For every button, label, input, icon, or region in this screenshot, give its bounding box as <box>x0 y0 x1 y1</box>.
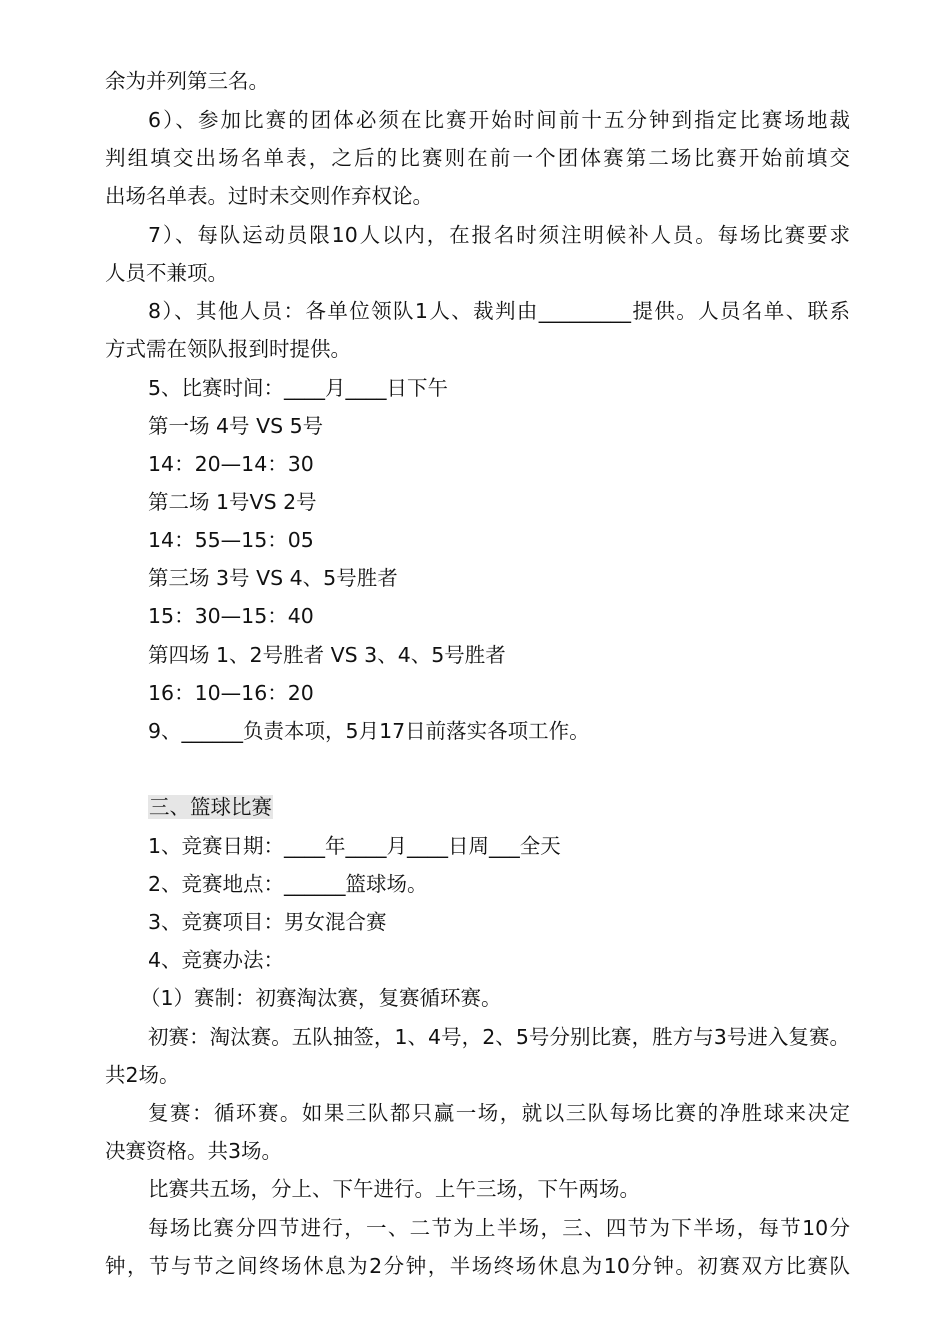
text-line: 比赛共五场，分上、下午进行。上午三场，下午两场。 <box>148 1177 640 1201</box>
text-line: 出场名单表。过时未交则作弃权论。 <box>105 184 433 208</box>
text-line: 余为并列第三名。 <box>105 69 269 93</box>
text-line: 方式需在领队报到时提供。 <box>105 337 351 361</box>
text-line: 3、竞赛项目：男女混合赛 <box>148 910 387 934</box>
text-line: 判组填交出场名单表，之后的比赛则在前一个团体赛第二场比赛开始前填交 <box>105 146 850 170</box>
text-line: 共2场。 <box>105 1063 180 1087</box>
text-line: 人员不兼项。 <box>105 261 228 285</box>
schedule-heading: 5、比赛时间：____月____日下午 <box>148 376 449 400</box>
paragraph-line: 复赛：循环赛。如果三队都只赢一场，就以三队每场比赛的净胜球来决定 <box>148 1101 850 1125</box>
paragraph-line: 7）、每队运动员限10人以内，在报名时须注明候补人员。每场比赛要求 <box>148 223 850 247</box>
match-line: 第一场 4号 VS 5号 <box>148 414 324 438</box>
paragraph-line: 初赛：淘汰赛。五队抽签，1、4号，2、5号分别比赛，胜方与3号进入复赛。 <box>148 1025 850 1049</box>
match-line: 第三场 3号 VS 4、5号胜者 <box>148 566 398 590</box>
match-time: 15：30—15：40 <box>148 604 314 628</box>
text-line: （1）赛制：初赛淘汰赛，复赛循环赛。 <box>140 986 502 1010</box>
text-line: 钟，节与节之间终场休息为2分钟，半场终场休息为10分钟。初赛双方比赛队 <box>105 1254 850 1278</box>
paragraph-line: 8）、其他人员：各单位领队1人、裁判由_________提供。人员名单、联系 <box>148 299 850 323</box>
match-line: 第四场 1、2号胜者 VS 3、4、5号胜者 <box>148 643 506 667</box>
paragraph-line: 6）、参加比赛的团体必须在比赛开始时间前十五分钟到指定比赛场地裁 <box>148 108 850 132</box>
text-line: 1、竞赛日期：____年____月____日周___全天 <box>148 834 561 858</box>
text-line: 决赛资格。共3场。 <box>105 1139 283 1163</box>
text-line: 9、______负责本项，5月17日前落实各项工作。 <box>148 719 590 743</box>
match-time: 14：20—14：30 <box>148 452 314 476</box>
paragraph-line: 每场比赛分四节进行，一、二节为上半场，三、四节为下半场，每节10分 <box>148 1216 850 1240</box>
match-time: 16：10—16：20 <box>148 681 314 705</box>
match-time: 14：55—15：05 <box>148 528 314 552</box>
text-line: 2、竞赛地点：______篮球场。 <box>148 872 428 896</box>
text-line: 4、竞赛办法： <box>148 948 285 972</box>
section-heading: 三、篮球比赛 <box>149 795 272 819</box>
match-line: 第二场 1号VS 2号 <box>148 490 317 514</box>
